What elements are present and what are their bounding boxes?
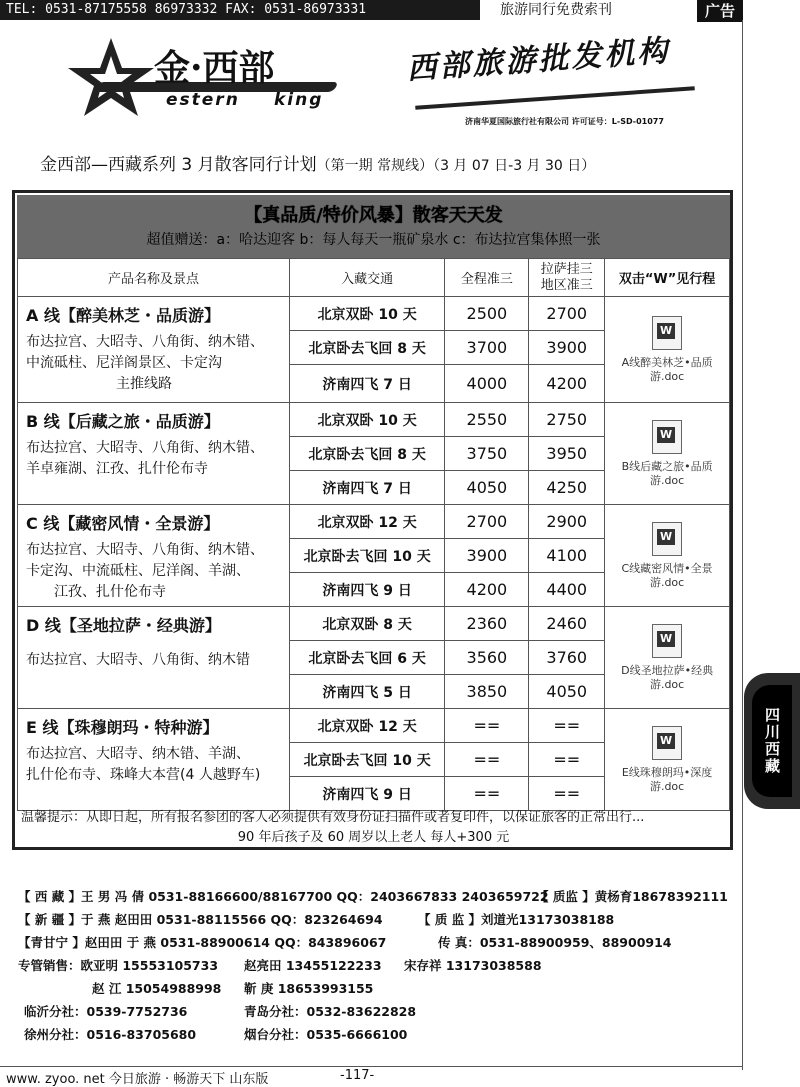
calligraphy-underline <box>415 86 695 110</box>
doc-name[interactable]: A线醉美林芝•品质游.doc <box>621 355 713 383</box>
line-title: B 线【后藏之旅・品质游】 <box>26 412 220 431</box>
contact-row <box>18 1023 738 1046</box>
transport: 北京卧去飞回 8 天 <box>289 437 445 471</box>
price-lhasa: 4250 <box>529 471 605 505</box>
contact-sales-3: 宋存祥 13173038588 <box>404 958 542 973</box>
wholesale-logo <box>405 33 705 134</box>
transport: 北京双卧 12 天 <box>289 709 445 743</box>
line-desc-text: 江孜、扎什伦布寺 <box>54 584 166 600</box>
transport: 北京双卧 10 天 <box>289 403 445 437</box>
table-header-row <box>18 259 730 297</box>
contact-list <box>18 885 738 1046</box>
line-info <box>18 709 290 811</box>
word-doc-icon[interactable] <box>652 316 682 350</box>
transport: 北京双卧 8 天 <box>289 607 445 641</box>
line-desc-text: 主推线路 <box>116 376 172 392</box>
price-all: 2500 <box>445 297 529 331</box>
plan-dates: （3 月 07 日-3 月 30 日） <box>433 158 596 174</box>
plan-title <box>40 150 740 175</box>
page-footer <box>0 1066 800 1086</box>
transport: 济南四飞 9 日 <box>289 777 445 811</box>
doc-link[interactable] <box>605 709 730 811</box>
word-doc-icon[interactable] <box>652 726 682 760</box>
line-title: C 线【藏密风情・全景游】 <box>26 514 220 533</box>
branch-qingdao: 青岛分社：0532-83622828 <box>244 1004 417 1019</box>
price-lhasa: 4400 <box>529 573 605 607</box>
price-all: == <box>445 743 529 777</box>
company-license: 济南华夏国际旅行社有限公司 许可证号：L-SD-01077 <box>465 117 664 126</box>
transport: 北京双卧 10 天 <box>289 297 445 331</box>
line-title: E 线【珠穆朗玛・特种游】 <box>26 718 219 737</box>
contact-sales-4: 赵 江 15054988998 <box>92 981 222 996</box>
doc-name[interactable]: E线珠穆朗玛•深度游.doc <box>621 765 713 793</box>
contact-row <box>18 908 738 931</box>
transport: 北京双卧 12 天 <box>289 505 445 539</box>
word-doc-icon[interactable] <box>652 420 682 454</box>
contact-qc2: 【 质 监 】刘道光13173038188 <box>418 912 615 927</box>
contact-tibet: 【 西 藏 】王 男 冯 倩 0531-88166600/88167700 QQ：2403667833 2403659722 <box>18 889 549 904</box>
price-lhasa: 3900 <box>529 331 605 365</box>
line-desc <box>26 540 289 603</box>
ad-label: 广告 <box>697 0 743 22</box>
line-desc <box>26 650 289 671</box>
line-title: D 线【圣地拉萨・经典游】 <box>26 616 221 635</box>
line-desc-text: 布达拉宫、大昭寺、八角街、纳木错、 <box>26 542 264 558</box>
transport: 济南四飞 7 日 <box>289 365 445 403</box>
line-desc-text: 羊卓雍湖、江孜、扎什伦布寺 <box>26 461 208 477</box>
transport: 北京卧去飞回 10 天 <box>289 743 445 777</box>
col-price-lhasa: 拉萨挂三 地区准三 <box>529 259 605 297</box>
tips-notice: 温馨提示：从即日起，所有报名参团的客人必须提供有效身份证扫描件或者复印件，以保证旅客的正常出行... <box>21 810 645 825</box>
promo-banner <box>17 195 730 258</box>
price-lhasa: 2460 <box>529 607 605 641</box>
promo-headline-a: 【真品质/特价风暴】 <box>244 205 413 226</box>
price-all: == <box>445 709 529 743</box>
calligraphy-title: 西部旅游批发机构 <box>405 33 672 87</box>
brand-sub-a: estern <box>166 90 240 110</box>
price-lhasa: 4050 <box>529 675 605 709</box>
price-lhasa: 3950 <box>529 437 605 471</box>
doc-name[interactable]: B线后藏之旅•品质游.doc <box>621 459 713 487</box>
transport: 北京卧去飞回 8 天 <box>289 331 445 365</box>
line-info <box>18 505 290 607</box>
line-desc <box>26 438 289 480</box>
price-all: 3560 <box>445 641 529 675</box>
word-doc-icon[interactable] <box>652 522 682 556</box>
price-all: 3900 <box>445 539 529 573</box>
contact-qc: 【 质监 】黄杨育18678392111 <box>536 889 728 904</box>
table-row <box>18 607 730 641</box>
section-tab-label: 四川西藏 <box>752 685 792 797</box>
line-info <box>18 297 290 403</box>
brand-name: 金·西部 <box>154 47 275 89</box>
promo-gifts: 超值赠送：a：哈达迎客 b：每人每天一瓶矿泉水 c：布达拉宫集体照一张 <box>146 232 601 248</box>
price-lhasa: 2700 <box>529 297 605 331</box>
table-row <box>18 403 730 437</box>
table-row <box>18 297 730 331</box>
star-icon <box>66 36 156 118</box>
col-doc: 双击“W”见行程 <box>605 259 730 297</box>
contact-strip: TEL: 0531-87175558 86973332 FAX: 0531-86973331 <box>0 0 480 20</box>
price-all: 3850 <box>445 675 529 709</box>
doc-name[interactable]: C线藏密风情•全景游.doc <box>621 561 713 589</box>
branch-xuzhou: 徐州分社：0516-83705680 <box>24 1027 197 1042</box>
transport: 北京卧去飞回 6 天 <box>289 641 445 675</box>
transport: 济南四飞 5 日 <box>289 675 445 709</box>
doc-link[interactable] <box>605 403 730 505</box>
contact-row <box>18 977 738 1000</box>
col-product: 产品名称及景点 <box>18 259 290 297</box>
line-info <box>18 403 290 505</box>
transport: 济南四飞 9 日 <box>289 573 445 607</box>
page-number: -117- <box>340 1068 375 1083</box>
table-row <box>18 505 730 539</box>
price-lhasa: 4100 <box>529 539 605 573</box>
line-desc-text: 扎什伦布寺、珠峰大本营(4 人越野车) <box>26 767 261 783</box>
transport: 北京卧去飞回 10 天 <box>289 539 445 573</box>
price-all: 3700 <box>445 331 529 365</box>
doc-link[interactable] <box>605 297 730 403</box>
word-doc-icon[interactable] <box>652 624 682 658</box>
footer-site: www. zyoo. net 今日旅游 · 畅游天下 山东版 <box>6 1072 269 1087</box>
price-all: 3750 <box>445 437 529 471</box>
contact-row <box>18 1000 738 1023</box>
branch-linyi: 临沂分社：0539-7752736 <box>24 1004 188 1019</box>
price-all: == <box>445 777 529 811</box>
price-all: 2700 <box>445 505 529 539</box>
contact-qgn: 【青甘宁 】赵田田 于 燕 0531-88900614 QQ：843896067 <box>18 935 387 950</box>
table-row <box>18 709 730 743</box>
branch-yantai: 烟台分社：0535-6666100 <box>244 1027 408 1042</box>
line-desc-text: 布达拉宫、大昭寺、八角街、纳木错 <box>26 652 250 668</box>
tips-surcharge: 90 年后孩子及 60 周岁以上老人 每人+300 元 <box>237 830 510 845</box>
line-desc-text: 布达拉宫、大昭寺、八角街、纳木错、 <box>26 334 264 350</box>
brand-logo <box>66 36 356 120</box>
price-lhasa: 2900 <box>529 505 605 539</box>
price-all: 4050 <box>445 471 529 505</box>
price-lhasa: 2750 <box>529 403 605 437</box>
contact-row <box>18 931 738 954</box>
contact-sales-5: 靳 庚 18653993155 <box>244 981 374 996</box>
brand-sub-b: king <box>274 90 324 110</box>
section-tab <box>744 673 800 809</box>
price-all: 4200 <box>445 573 529 607</box>
line-desc-text: 中流砥柱、尼洋阁景区、卡定沟 <box>26 355 222 371</box>
price-lhasa: == <box>529 709 605 743</box>
tips-box <box>17 800 730 847</box>
line-title: A 线【醉美林芝・品质游】 <box>26 306 220 325</box>
price-all: 2550 <box>445 403 529 437</box>
line-desc <box>26 332 289 395</box>
line-desc-text: 卡定沟、中流砥柱、尼洋阁、羊湖、 <box>26 563 250 579</box>
contact-row <box>18 885 738 908</box>
top-bar <box>0 0 800 22</box>
price-lhasa: == <box>529 777 605 811</box>
line-info <box>18 607 290 709</box>
contact-sales-2: 赵亮田 13455122233 <box>244 958 382 973</box>
line-desc-text: 布达拉宫、大昭寺、纳木错、羊湖、 <box>26 746 250 762</box>
plan-title-main: 金西部—西藏系列 3 月散客同行计划 <box>40 155 317 175</box>
contact-sales-1: 专管销售：欧亚明 15553105733 <box>18 958 219 973</box>
price-lhasa: 3760 <box>529 641 605 675</box>
doc-link[interactable] <box>605 505 730 607</box>
line-desc <box>26 744 289 786</box>
doc-name[interactable]: D线圣地拉萨•经典游.doc <box>621 663 714 691</box>
doc-link[interactable] <box>605 607 730 709</box>
col-transport: 入藏交通 <box>289 259 445 297</box>
promo-headline <box>17 201 730 227</box>
price-all: 4000 <box>445 365 529 403</box>
footer-rule <box>0 1066 742 1067</box>
contact-xinjiang: 【 新 疆 】于 燕 赵田田 0531-88115566 QQ：823264694 <box>18 912 383 927</box>
transport: 济南四飞 7 日 <box>289 471 445 505</box>
slogan: 旅游同行免费索刊 <box>500 2 612 18</box>
contact-row <box>18 954 738 977</box>
contact-fax: 传 真：0531-88900959、88900914 <box>438 935 672 950</box>
price-lhasa: 4200 <box>529 365 605 403</box>
itinerary-table <box>17 258 730 811</box>
line-desc-text: 布达拉宫、大昭寺、八角街、纳木错、 <box>26 440 264 456</box>
price-all: 2360 <box>445 607 529 641</box>
price-lhasa: == <box>529 743 605 777</box>
plan-issue: （第一期 常规线） <box>316 158 434 174</box>
promo-headline-b: 散客天天发 <box>412 205 503 226</box>
col-price-all: 全程准三 <box>445 259 529 297</box>
page-edge-line <box>742 20 743 1070</box>
